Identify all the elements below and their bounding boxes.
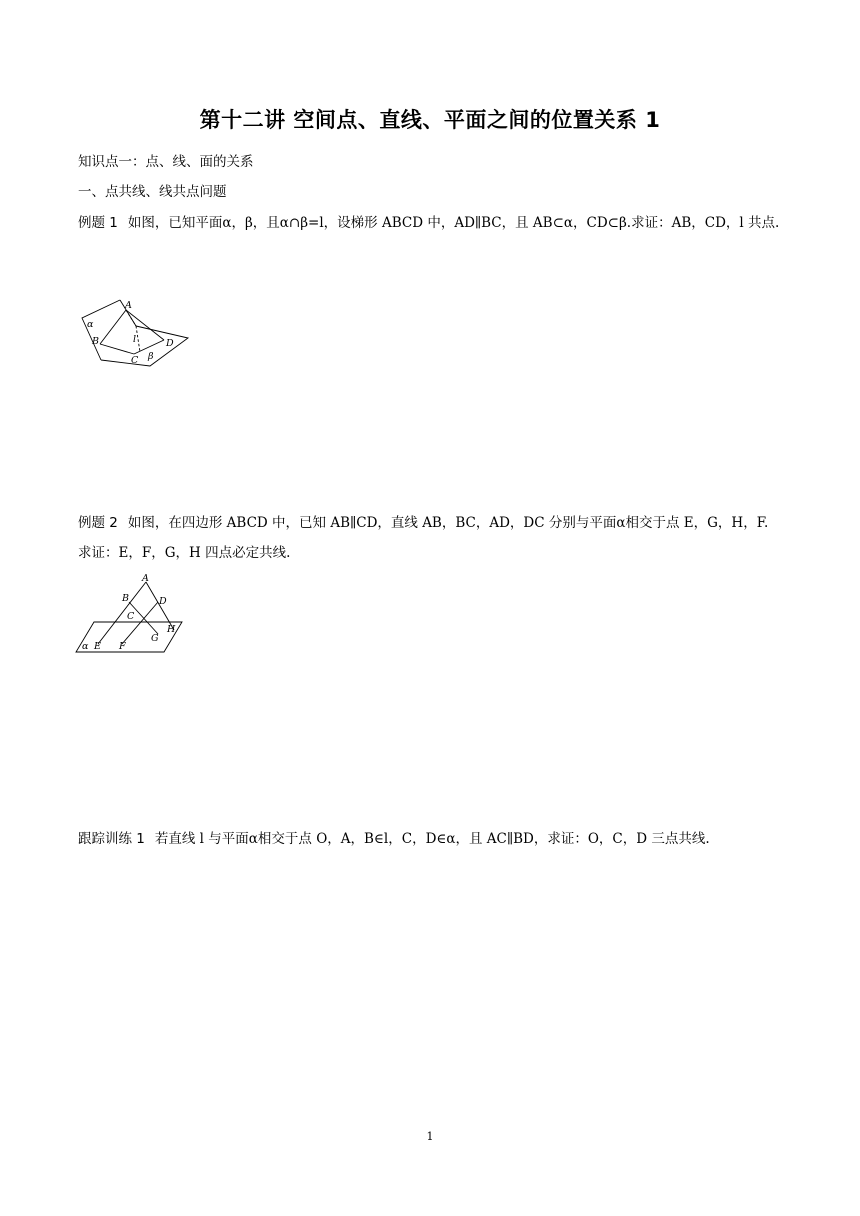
plane-beta-outline [101,326,188,366]
example-2 [78,508,786,568]
knowledge-heading: 知识点一：点、线、面的关系 [78,154,254,170]
example-1-label: 例题 1 [78,215,118,231]
label-l: l [133,334,137,345]
label-alpha: α [82,641,89,652]
example-1-text: 如图，已知平面α，β，且α∩β=l，设梯形 ABCD 中，AD∥BC，且 AB⊂α，CD⊂β.求证：AB，CD，l 共点. [127,215,780,231]
example-2-figure [74,572,186,656]
segment-bc [100,344,134,354]
segment-ad [126,310,164,340]
label-f: F [119,641,126,652]
label-alpha: α [87,319,94,330]
exercise-1 [78,824,786,854]
section-heading: 一、点共线、线共点问题 [78,184,227,200]
label-h: H [167,624,176,635]
label-d: D [159,596,167,607]
label-c: C [127,611,135,622]
exercise-1-text: 若直线 l 与平面α相交于点 O，A，B∈l，C，D∈α，且 AC∥BD，求证：O，C，D 三点共线. [154,831,710,847]
label-g: G [151,633,159,644]
label-beta: β [148,351,154,362]
exercise-1-label: 跟踪训练 1 [78,831,145,847]
segment-ab [100,310,126,344]
label-a: A [142,573,149,584]
example-2-label: 例题 2 [78,515,118,531]
plane-alpha-outline [82,300,120,360]
label-b: B [122,593,129,604]
label-c: C [131,355,139,366]
label-e: E [94,641,101,652]
example-1 [78,208,786,238]
label-a: A [125,300,132,311]
example-2-text: 如图，在四边形 ABCD 中，已知 AB∥CD，直线 AB，BC，AD，DC 分别与平面α相交于点 E，G，H，F. 求证：E，F，G，H 四点必定共线. [78,515,769,561]
label-d: D [166,338,174,349]
page-title: 第十二讲 空间点、直线、平面之间的位置关系 1 [199,108,661,132]
line-l [136,326,140,352]
label-b: B [92,336,99,347]
example-1-figure [78,296,193,368]
page-number: 1 [426,1130,434,1143]
